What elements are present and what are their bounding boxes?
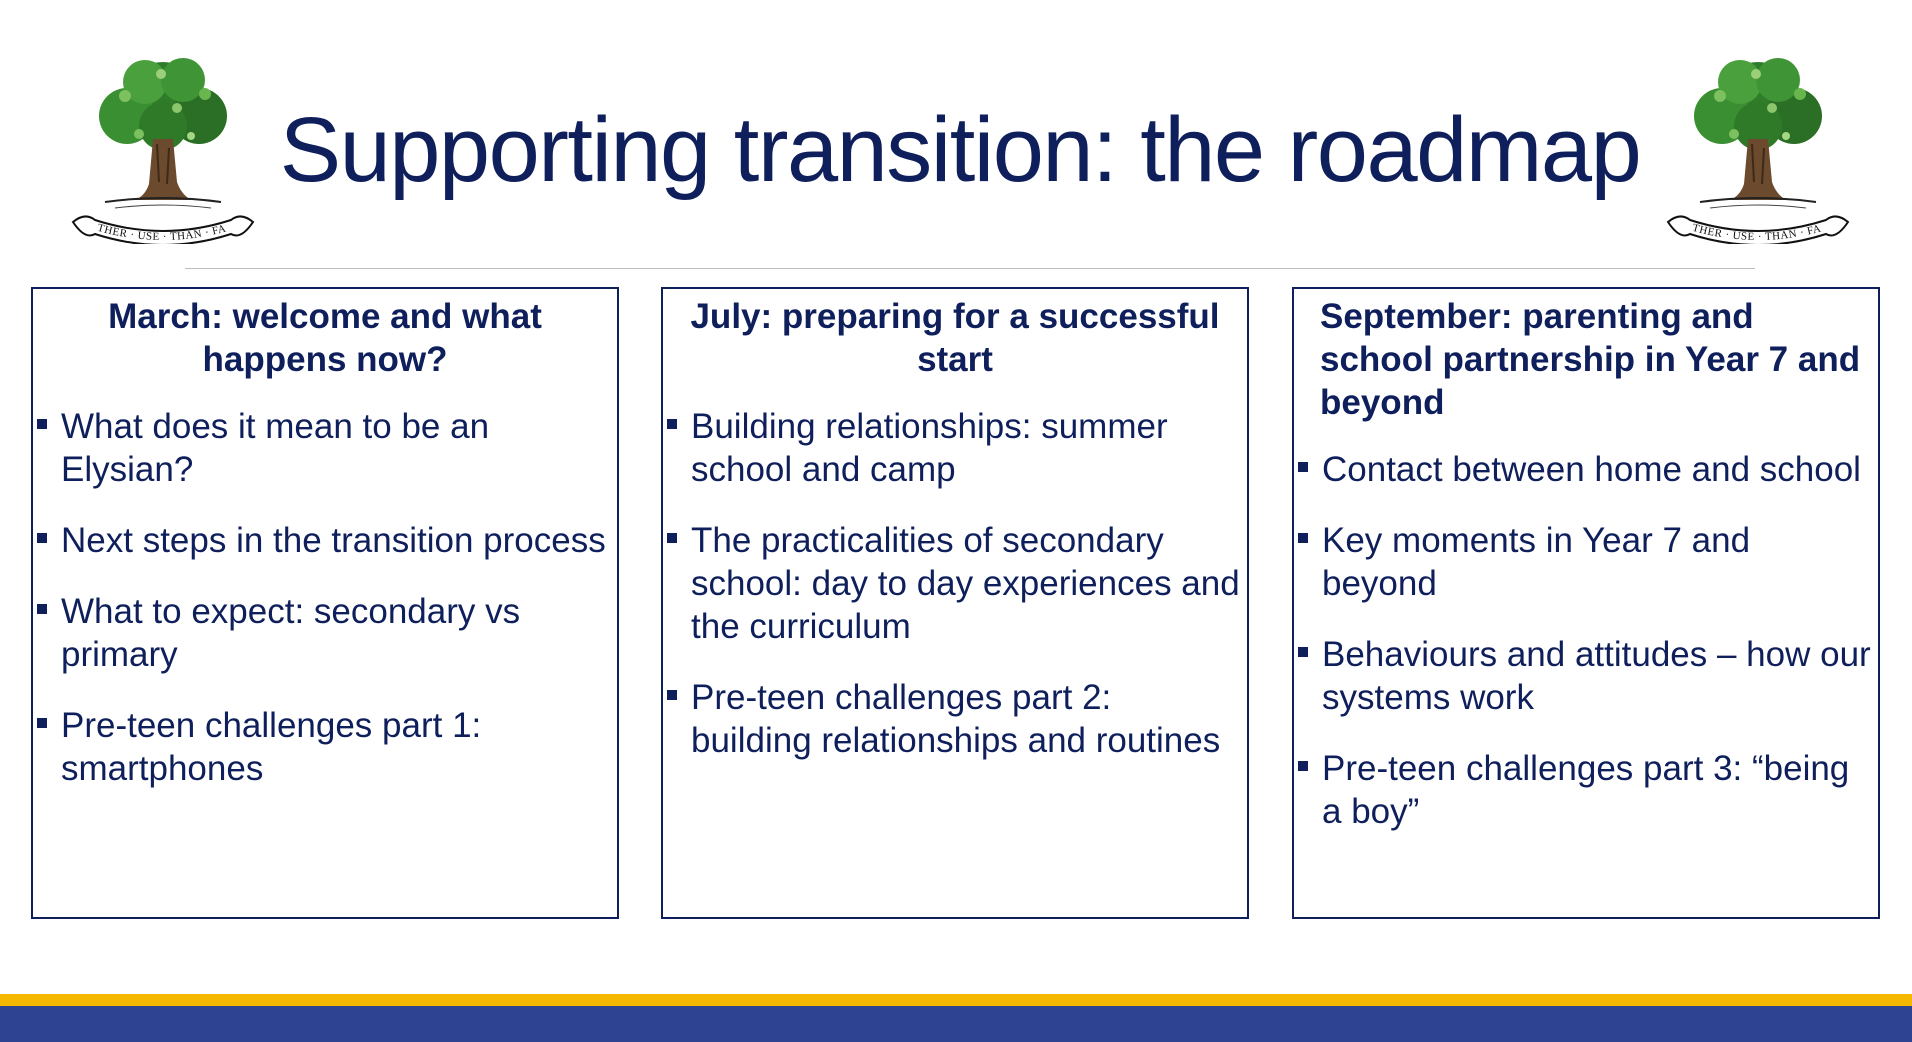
bullet-text: What does it mean to be an Elysian? — [61, 407, 490, 489]
tree-trunk — [1730, 139, 1786, 200]
school-crest-logo-left — [65, 44, 260, 244]
bullet-item — [1294, 448, 1872, 491]
bullet-text: Pre-teen challenges part 1: smartphones — [61, 706, 482, 788]
school-crest-logo-right — [1660, 44, 1855, 244]
bullet-item — [1294, 519, 1872, 605]
tree-canopy — [99, 58, 227, 150]
bullet-list — [1294, 424, 1878, 833]
square-bullet-icon — [667, 533, 677, 543]
column-heading: March: welcome and what happens now? — [108, 297, 542, 379]
bullet-item — [1294, 747, 1872, 833]
tree-trunk — [135, 139, 191, 200]
footer-blue-band — [0, 1006, 1912, 1042]
roadmap-column-september — [1292, 287, 1880, 919]
title-divider — [185, 268, 1755, 269]
square-bullet-icon — [37, 718, 47, 728]
square-bullet-icon — [1298, 533, 1308, 543]
square-bullet-icon — [667, 419, 677, 429]
tree-crest-icon — [65, 44, 260, 244]
bullet-item — [663, 676, 1241, 762]
bullet-item — [1294, 633, 1872, 719]
square-bullet-icon — [1298, 647, 1308, 657]
bullet-text: Contact between home and school — [1322, 450, 1861, 489]
bullet-text: Pre-teen challenges part 3: “being a boy” — [1322, 749, 1850, 831]
footer-gold-stripe — [0, 994, 1912, 1006]
tree-canopy — [1694, 58, 1822, 150]
bullet-item — [33, 704, 611, 790]
bullet-text: Building relationships: summer school and camp — [691, 407, 1168, 489]
bullet-text: Pre-teen challenges part 2: building relationships and routines — [691, 678, 1221, 760]
bullet-text: Key moments in Year 7 and beyond — [1322, 521, 1751, 603]
bullet-list — [663, 381, 1247, 762]
bullet-item — [33, 405, 611, 491]
roadmap-column-march — [31, 287, 619, 919]
bullet-text: What to expect: secondary vs primary — [61, 592, 521, 674]
square-bullet-icon — [37, 533, 47, 543]
bullet-text: Next steps in the transition process — [61, 521, 606, 560]
motto-text: THER · USE · THAN · FA — [1691, 221, 1823, 244]
slide-title: Supporting transition: the roadmap — [279, 99, 1641, 201]
column-heading: September: parenting and school partnership in Year 7 and beyond — [1320, 297, 1861, 422]
tree-crest-icon — [1660, 44, 1855, 244]
bullet-list — [33, 381, 617, 790]
square-bullet-icon — [1298, 462, 1308, 472]
bullet-text: Behaviours and attitudes – how our systems work — [1322, 635, 1871, 717]
square-bullet-icon — [37, 604, 47, 614]
roadmap-column-july — [661, 287, 1249, 919]
motto-text: THER · USE · THAN · FA — [96, 221, 228, 244]
column-heading: July: preparing for a successful start — [690, 297, 1220, 379]
square-bullet-icon — [37, 419, 47, 429]
bullet-item — [33, 519, 611, 562]
bullet-item — [33, 590, 611, 676]
bullet-text: The practicalities of secondary school: day to day experiences and the curriculum — [691, 521, 1240, 646]
bullet-item — [663, 519, 1241, 648]
square-bullet-icon — [667, 690, 677, 700]
square-bullet-icon — [1298, 761, 1308, 771]
bullet-item — [663, 405, 1241, 491]
